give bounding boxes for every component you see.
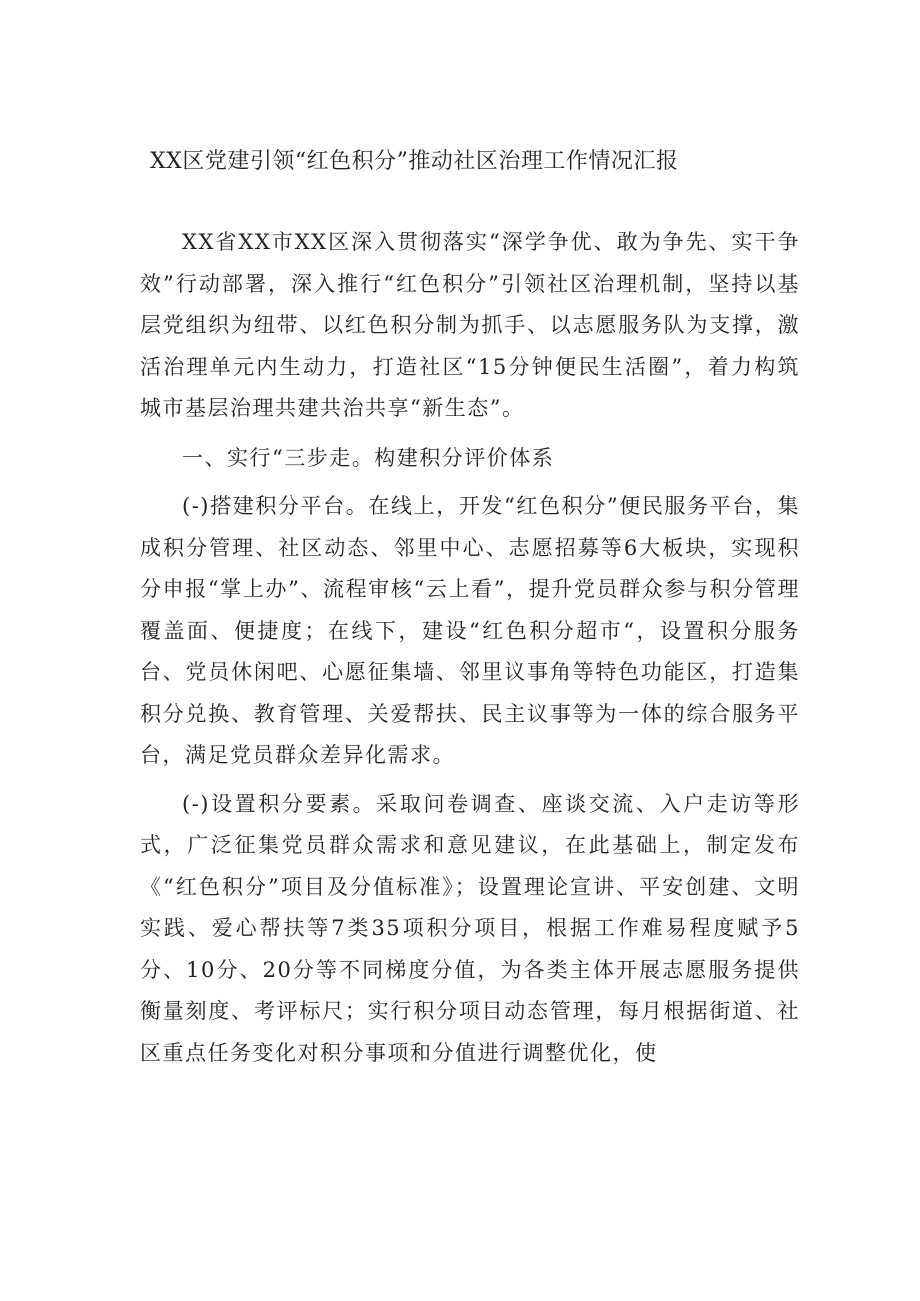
intro-paragraph: XX省XX市XX区深入贯彻落实“深学争优、敢为争先、实干争效”行动部署，深入推行“红色积分”引领社区治理机制，坚持以基层党组织为纽带、以红色积分制为抓手、以志愿服务队为支撑，激活治理单元内生动力，打造社区“15分钟便民生活圈”，着力构筑城市基层治理共建共治共享“新生态”。 [140,230,800,420]
subsection-paragraph-2: (-)设置积分要素。采取问卷调查、座谈交流、入户走访等形式，广泛征集党员群众需求和意见建议，在此基础上，制定发布《“红色积分”项目及分值标准》；设置理论宣讲、平安创建、文明实践、爱心帮扶等7类35项积分项目，根据工作难易程度赋予5分、10分、20分等不同梯度分值，为各类主体开展志愿服务提供衡量刻度、考评标尺；实行积分项目动态管理，每月根据街道、社区重点任务变化对积分事项和分值进行调整优化，使 [140,791,800,1065]
document-title: XX区党建引领“红色积分”推动社区治理工作情况汇报 [150,149,679,174]
section-heading-1: 一、实行“三步走。构建积分评价体系 [182,445,555,470]
document-body [140,222,800,1074]
subsection-paragraph-1: (-)搭建积分平台。在线上，开发“红色积分”便民服务平台，集成积分管理、社区动态、邻里中心、志愿招募等6大板块，实现积分申报“掌上办”、流程审核“云上看”，提升党员群众参与积分管理覆盖面、便捷度；在线下，建设“红色积分超市“，设置积分服务台、党员休闲吧、心愿征集墙、邻里议事角等特色功能区，打造集积分兑换、教育管理、关爱帮扶、民主议事等为一体的综合服务平台，满足党员群众差异化需求。 [140,494,800,767]
